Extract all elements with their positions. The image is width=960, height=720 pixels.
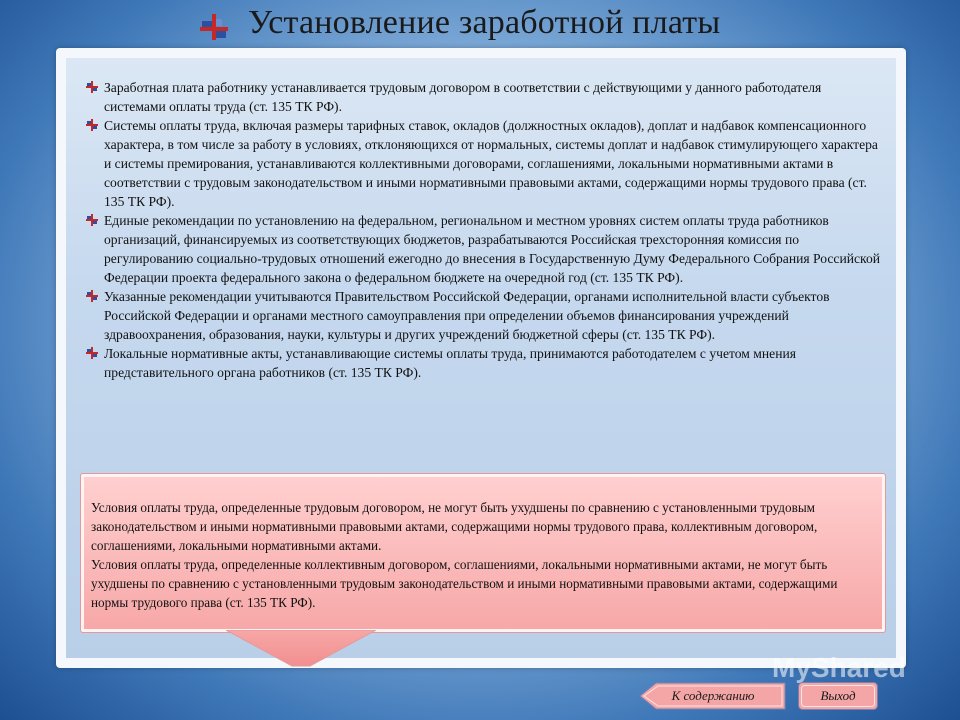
exit-button[interactable]	[798, 682, 878, 710]
bullet-text: Локальные нормативные акты, устанавливающие системы оплаты труда, принимаются работодателем с учетом мнения представительного органа работников (ст. 135 ТК РФ).	[104, 346, 796, 380]
list-item	[84, 344, 884, 382]
bullet-icon	[86, 290, 98, 302]
list-item	[84, 287, 884, 344]
exit-button-label: Выход	[820, 688, 856, 703]
bullet-icon	[86, 347, 98, 359]
bullet-icon	[86, 119, 98, 131]
bullet-list	[84, 78, 884, 382]
slide-header	[0, 0, 960, 48]
list-item	[84, 116, 884, 211]
bullet-icon	[86, 214, 98, 226]
bullet-text: Указанные рекомендации учитываются Правительством Российской Федерации, органами исполнительной власти субъектов Российской Федерации и органами местного самоуправления при определении объемов финансирования учреждений здравоохранения, образования, науки, культуры и других учреждений бюджетной сферы (ст. 135 ТК РФ).	[104, 289, 830, 342]
list-item	[84, 211, 884, 287]
callout-box	[80, 473, 886, 633]
callout-arrow-shape	[226, 630, 376, 670]
contents-button[interactable]	[640, 682, 786, 710]
page-title: Установление заработной платы	[248, 4, 721, 41]
callout-paragraph: Условия оплаты труда, определенные трудовым договором, не могут быть ухудшены по сравнению с установленными трудовым законодательством и иными нормативными правовыми актами, содержащими нормы трудового права, коллективным договором, соглашениями, локальными нормативными актами.	[91, 500, 818, 553]
bullet-text: Заработная плата работнику устанавливается трудовым договором в соответствии с действующими у данного работодателя системами оплаты труда (ст. 135 ТК РФ).	[104, 80, 822, 114]
watermark-logo: MyShared	[772, 652, 906, 683]
bullet-icon	[86, 81, 98, 93]
list-item	[84, 78, 884, 116]
bullet-text: Единые рекомендации по установлению на федеральном, региональном и местном уровнях систем оплаты труда работников организаций, финансируемых из соответствующих бюджетов, разрабатываются Российская трехсторонняя комиссия по регулированию социально-трудовых отношений ежегодно до внесения в Государственную Думу Федерального Собрания Российской Федерации проекта федерального закона о федеральном бюджете на очередной год (ст. 135 ТК РФ).	[104, 213, 881, 285]
bullet-text: Системы оплаты труда, включая размеры тарифных ставок, окладов (должностных окладов), доплат и надбавок компенсационного характера, в том числе за работу в условиях, отклоняющихся от нормальных, системы доплат и надбавок стимулирующего характера и системы премирования, устанавливаются коллективными договорами, соглашениями, локальными нормативными актами в соответствии с трудовым законодательством и иными нормативными правовыми актами, содержащими нормы трудового права (ст. 135 ТК РФ).	[104, 118, 878, 209]
callout-paragraph: Условия оплаты труда, определенные коллективным договором, соглашениями, локальными нормативными актами, не могут быть ухудшены по сравнению с установленными трудовым законодательством и иными нормативными правовыми актами, содержащими нормы трудового права (ст. 135 ТК РФ).	[91, 557, 838, 610]
callout-text	[91, 498, 871, 612]
contents-button-label: К содержанию	[671, 688, 755, 703]
title-bullet-icon	[200, 14, 228, 40]
